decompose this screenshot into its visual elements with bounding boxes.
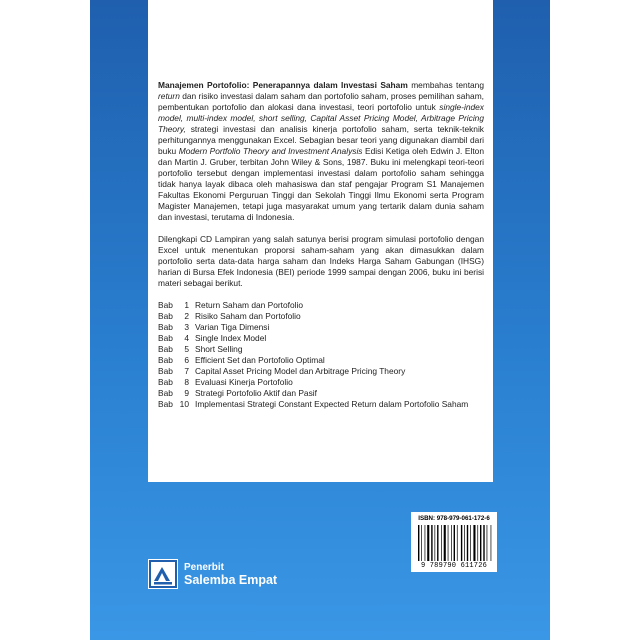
toc-chapter-title: Evaluasi Kinerja Portofolio (195, 377, 293, 387)
toc-bab-label: Bab (158, 322, 173, 332)
description-run: Manajemen Portofolio: Penerapannya dalam Investasi Saham (158, 80, 408, 90)
toc-chapter-number: 7 (184, 366, 189, 376)
description-paragraph-2: Dilengkapi CD Lampiran yang salah satunya berisi program simulasi portofolio dengan Excel untuk menentukan proporsi saham-saham yang akan dimasukkan dalam portofolio serta data-data harga saham dan Indeks Harga Saham Gabungan (IHSG) harian di Bursa Efek Indonesia (BEI) periode 1999 sampai dengan 2006, buku ini berisi materi sebagai berikut. (158, 234, 484, 288)
toc-chapter-number: 3 (184, 322, 189, 332)
toc-chapter-title: Return Saham dan Portofolio (195, 300, 304, 310)
toc-bab-label: Bab (158, 366, 173, 376)
toc-chapter-title: Short Selling (195, 344, 243, 354)
description-run: membahas tentang (407, 80, 484, 90)
toc-chapter-number: 1 (184, 300, 189, 310)
toc-chapter-title: Single Index Model (195, 333, 267, 343)
toc-row (158, 311, 484, 322)
toc-row (158, 366, 484, 377)
toc-row (158, 322, 484, 333)
book-description (158, 80, 484, 410)
toc-chapter-number: 2 (184, 311, 189, 321)
publisher-name: Salemba Empat (184, 573, 278, 587)
toc-bab-label: Bab (158, 355, 173, 365)
toc-chapter-title: Implementasi Strategi Constant Expected Return dalam Portofolio Saham (195, 399, 469, 409)
description-run: single-index model, multi-index model, short selling, Capital Asset Pricing Model, Arbitrage Pricing Theory, (158, 102, 484, 134)
toc-chapter-number: 4 (184, 333, 189, 343)
description-run: Edisi Ketiga oleh Edwin J. Elton dan Martin J. Gruber, terbitan John Wiley & Sons, 1987. Buku ini melengkapi teori-teori portofolio tersebut dengan implementasi investasi dalam portofolio saham sehingga tidak hanya layak dibaca oleh mahasiswa dan staf pengajar Program S1 Manajemen Fakultas Ekonomi Perguruan Tinggi dan Sekolah Tinggi Ilmu Ekonomi serta Program Magister Manajemen, tetapi juga masyarakat umum yang tertarik dalam dunia saham dan investasi, terutama di Indonesia. (158, 146, 484, 222)
description-paragraph-1 (158, 80, 484, 223)
toc-chapter-title: Strategi Portofolio Aktif dan Pasif (195, 388, 317, 398)
description-run: Modern Portfolio Theory and Investment Analysis (178, 146, 363, 156)
toc-bab-label: Bab (158, 388, 173, 398)
toc-bab-label: Bab (158, 399, 173, 409)
barcode-number: 9 789790 611726 (420, 562, 487, 570)
toc-bab-label: Bab (158, 344, 173, 354)
toc-row (158, 355, 484, 366)
toc-chapter-title: Risiko Saham dan Portofolio (195, 311, 301, 321)
description-run: dan risiko investasi dalam saham dan portofolio saham, proses pemilihan saham, pembentukan portofolio dan alokasi dana investasi, teori portofolio untuk (158, 91, 484, 112)
toc-chapter-number: 9 (184, 388, 189, 398)
publisher-label: Penerbit (184, 562, 225, 573)
toc-chapter-number: 6 (184, 355, 189, 365)
table-of-contents (158, 300, 484, 410)
toc-bab-label: Bab (158, 311, 173, 321)
toc-bab-label: Bab (158, 377, 173, 387)
toc-row (158, 344, 484, 355)
publisher-text (184, 562, 277, 586)
toc-chapter-title: Varian Tiga Dimensi (195, 322, 270, 332)
description-run: return (158, 91, 180, 101)
toc-bab-label: Bab (158, 333, 173, 343)
toc-bab-label: Bab (158, 300, 173, 310)
toc-row (158, 333, 484, 344)
description-run: strategi investasi dan analisis kinerja portofolio saham, serta teknik-teknik perhitungannya menggunakan Excel. Sebagian besar teori yang digunakan diambil dari buku (158, 124, 484, 156)
toc-row (158, 300, 484, 311)
toc-chapter-title: Capital Asset Pricing Model dan Arbitrage Pricing Theory (195, 366, 406, 376)
toc-row (158, 399, 484, 410)
toc-chapter-title: Efficient Set dan Portofolio Optimal (195, 355, 325, 365)
isbn-label: ISBN: 978-979-061-172-6 (418, 515, 490, 522)
toc-chapter-number: 10 (179, 399, 189, 409)
toc-row (158, 377, 484, 388)
publisher-block (148, 559, 277, 589)
toc-row (158, 388, 484, 399)
salemba-empat-logo-icon (148, 559, 178, 589)
barcode-icon (418, 525, 492, 561)
barcode-box (411, 512, 497, 572)
toc-chapter-number: 8 (184, 377, 189, 387)
toc-chapter-number: 5 (184, 344, 189, 354)
